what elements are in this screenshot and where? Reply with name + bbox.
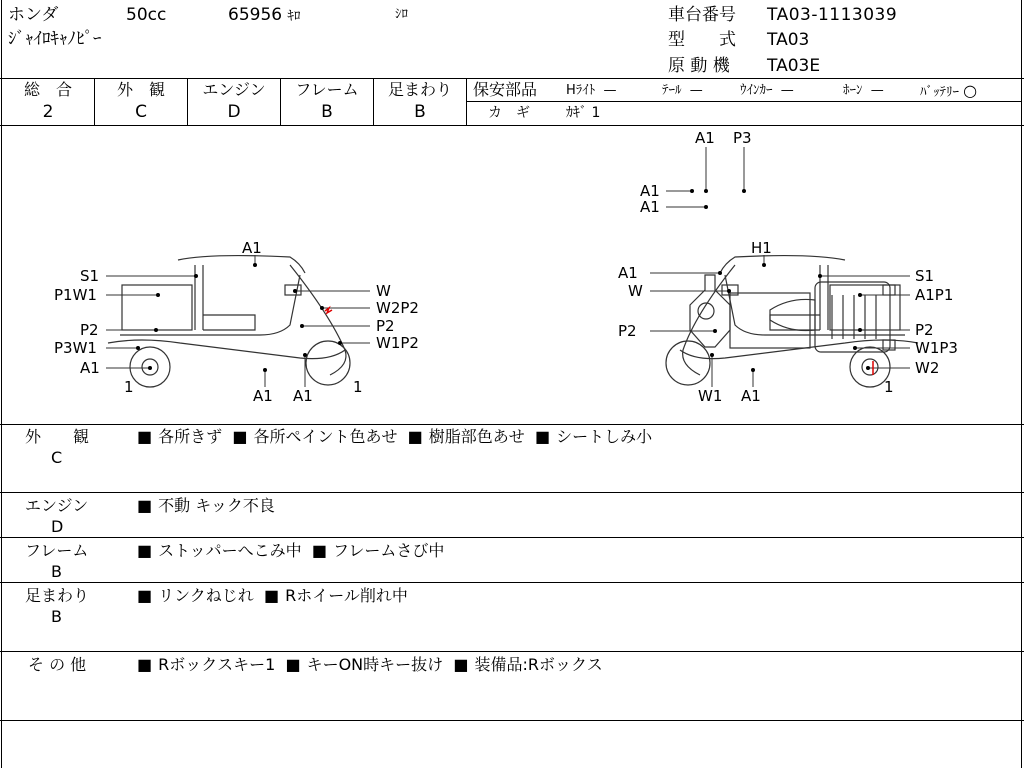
divider [0,720,1024,721]
divider [0,651,1024,652]
code-label: A1 [80,359,100,377]
code-label: H1 [751,239,772,257]
divider [0,537,1024,538]
code-label: P3W1 [54,339,97,357]
code-label: A1 [640,182,660,200]
displacement: 50cc [126,5,167,25]
engine-label: 原 動 機 [668,56,730,76]
safety-title: 保安部品 [473,80,538,99]
section-items-frame: ■ ストッパーへこみ中 ■ フレームさび中 [137,542,444,560]
model-name: ｼﾞｬｲﾛｷｬﾉﾋﾟｰ [8,29,102,49]
code-label: A1 [293,387,313,405]
code-label: W1P3 [915,339,958,357]
safety-item-headlight: Hﾗｲﾄ — [566,83,617,98]
section-label-suspension: 足まわり [25,586,90,605]
grade-value-suspension: B [414,102,426,122]
grade-value-overall: 2 [42,102,54,122]
section-grade-frame: B [51,562,62,581]
code-label: P2 [915,321,934,339]
code-label: 1 [884,378,894,396]
safety-item-winker: ｳｲﾝｶｰ — [740,83,794,98]
code-label: 1 [353,378,363,396]
left-view-vehicle [108,256,350,387]
safety-item-tail: ﾃｰﾙ — [662,83,703,98]
code-label: W1 [698,387,723,405]
divider [0,492,1024,493]
divider [0,582,1024,583]
code-label: A1 [242,239,262,257]
code-label: S1 [915,267,935,285]
type-value: TA03 [767,30,810,50]
divider [0,78,1024,79]
section-items-engine: ■ 不動 キック不良 [137,497,275,515]
damage-mark [325,308,332,313]
grade-label-engine: エンジン [202,80,266,99]
chassis-label: 車台番号 [668,5,736,25]
key-value: ｶｷﾞ 1 [566,105,601,121]
code-label: A1 [695,129,715,147]
section-label-exterior: 外 観 [25,427,90,446]
code-label: P3 [733,129,752,147]
grade-value-engine: D [227,102,241,122]
code-label: S1 [80,267,100,285]
code-label: W2P2 [376,299,419,317]
code-label: A1 [741,387,761,405]
mileage: 65956 ｷﾛ [228,5,301,25]
chassis-value: TA03-1113039 [767,5,898,25]
section-label-frame: フレーム [25,541,89,560]
type-label: 型 式 [668,30,736,50]
code-label: W [628,282,643,300]
code-label: P2 [376,317,395,335]
section-items-suspension: ■ リンクねじれ ■ Rホイール削れ中 [137,587,408,605]
grade-value-exterior: C [135,102,147,122]
code-label: 1 [124,378,134,396]
safety-item-battery: ﾊﾞｯﾃﾘｰ ○ [920,81,978,100]
divider [466,78,467,125]
key-label: カ ギ [488,105,530,121]
grade-label-overall: 総 合 [23,80,72,99]
code-label: A1P1 [915,286,954,304]
grade-label-exterior: 外 観 [116,80,165,99]
section-label-other: そ の 他 [28,655,87,674]
maker: ホンダ [8,5,59,25]
section-items-other: ■ Rボックスキー1 ■ キーON時キー抜け ■ 装備品:Rボックス [137,656,603,674]
section-grade-engine: D [51,517,64,536]
right-view-vehicle [666,256,918,387]
code-label: P2 [80,321,99,339]
color: ｼﾛ [395,7,408,22]
section-items-exterior: ■ 各所きず ■ 各所ペイント色あせ ■ 樹脂部色あせ ■ シートしみ小 [137,428,652,446]
code-label: A1 [253,387,273,405]
section-grade-suspension: B [51,607,62,626]
section-grade-exterior: C [51,448,63,467]
code-label: P1W1 [54,286,97,304]
safety-item-horn: ﾎｰﾝ — [843,83,884,98]
grade-label-frame: フレーム [295,80,359,99]
engine-value: TA03E [767,56,821,76]
grade-value-frame: B [321,102,333,122]
code-label: W [376,282,391,300]
code-label: P2 [618,322,637,340]
code-label: A1 [618,264,638,282]
section-label-engine: エンジン [25,496,89,515]
damage-diagram [0,125,1024,425]
code-label: A1 [640,198,660,216]
code-label: W1P2 [376,334,419,352]
code-label: W2 [915,359,940,377]
grade-label-suspension: 足まわり [387,80,452,99]
